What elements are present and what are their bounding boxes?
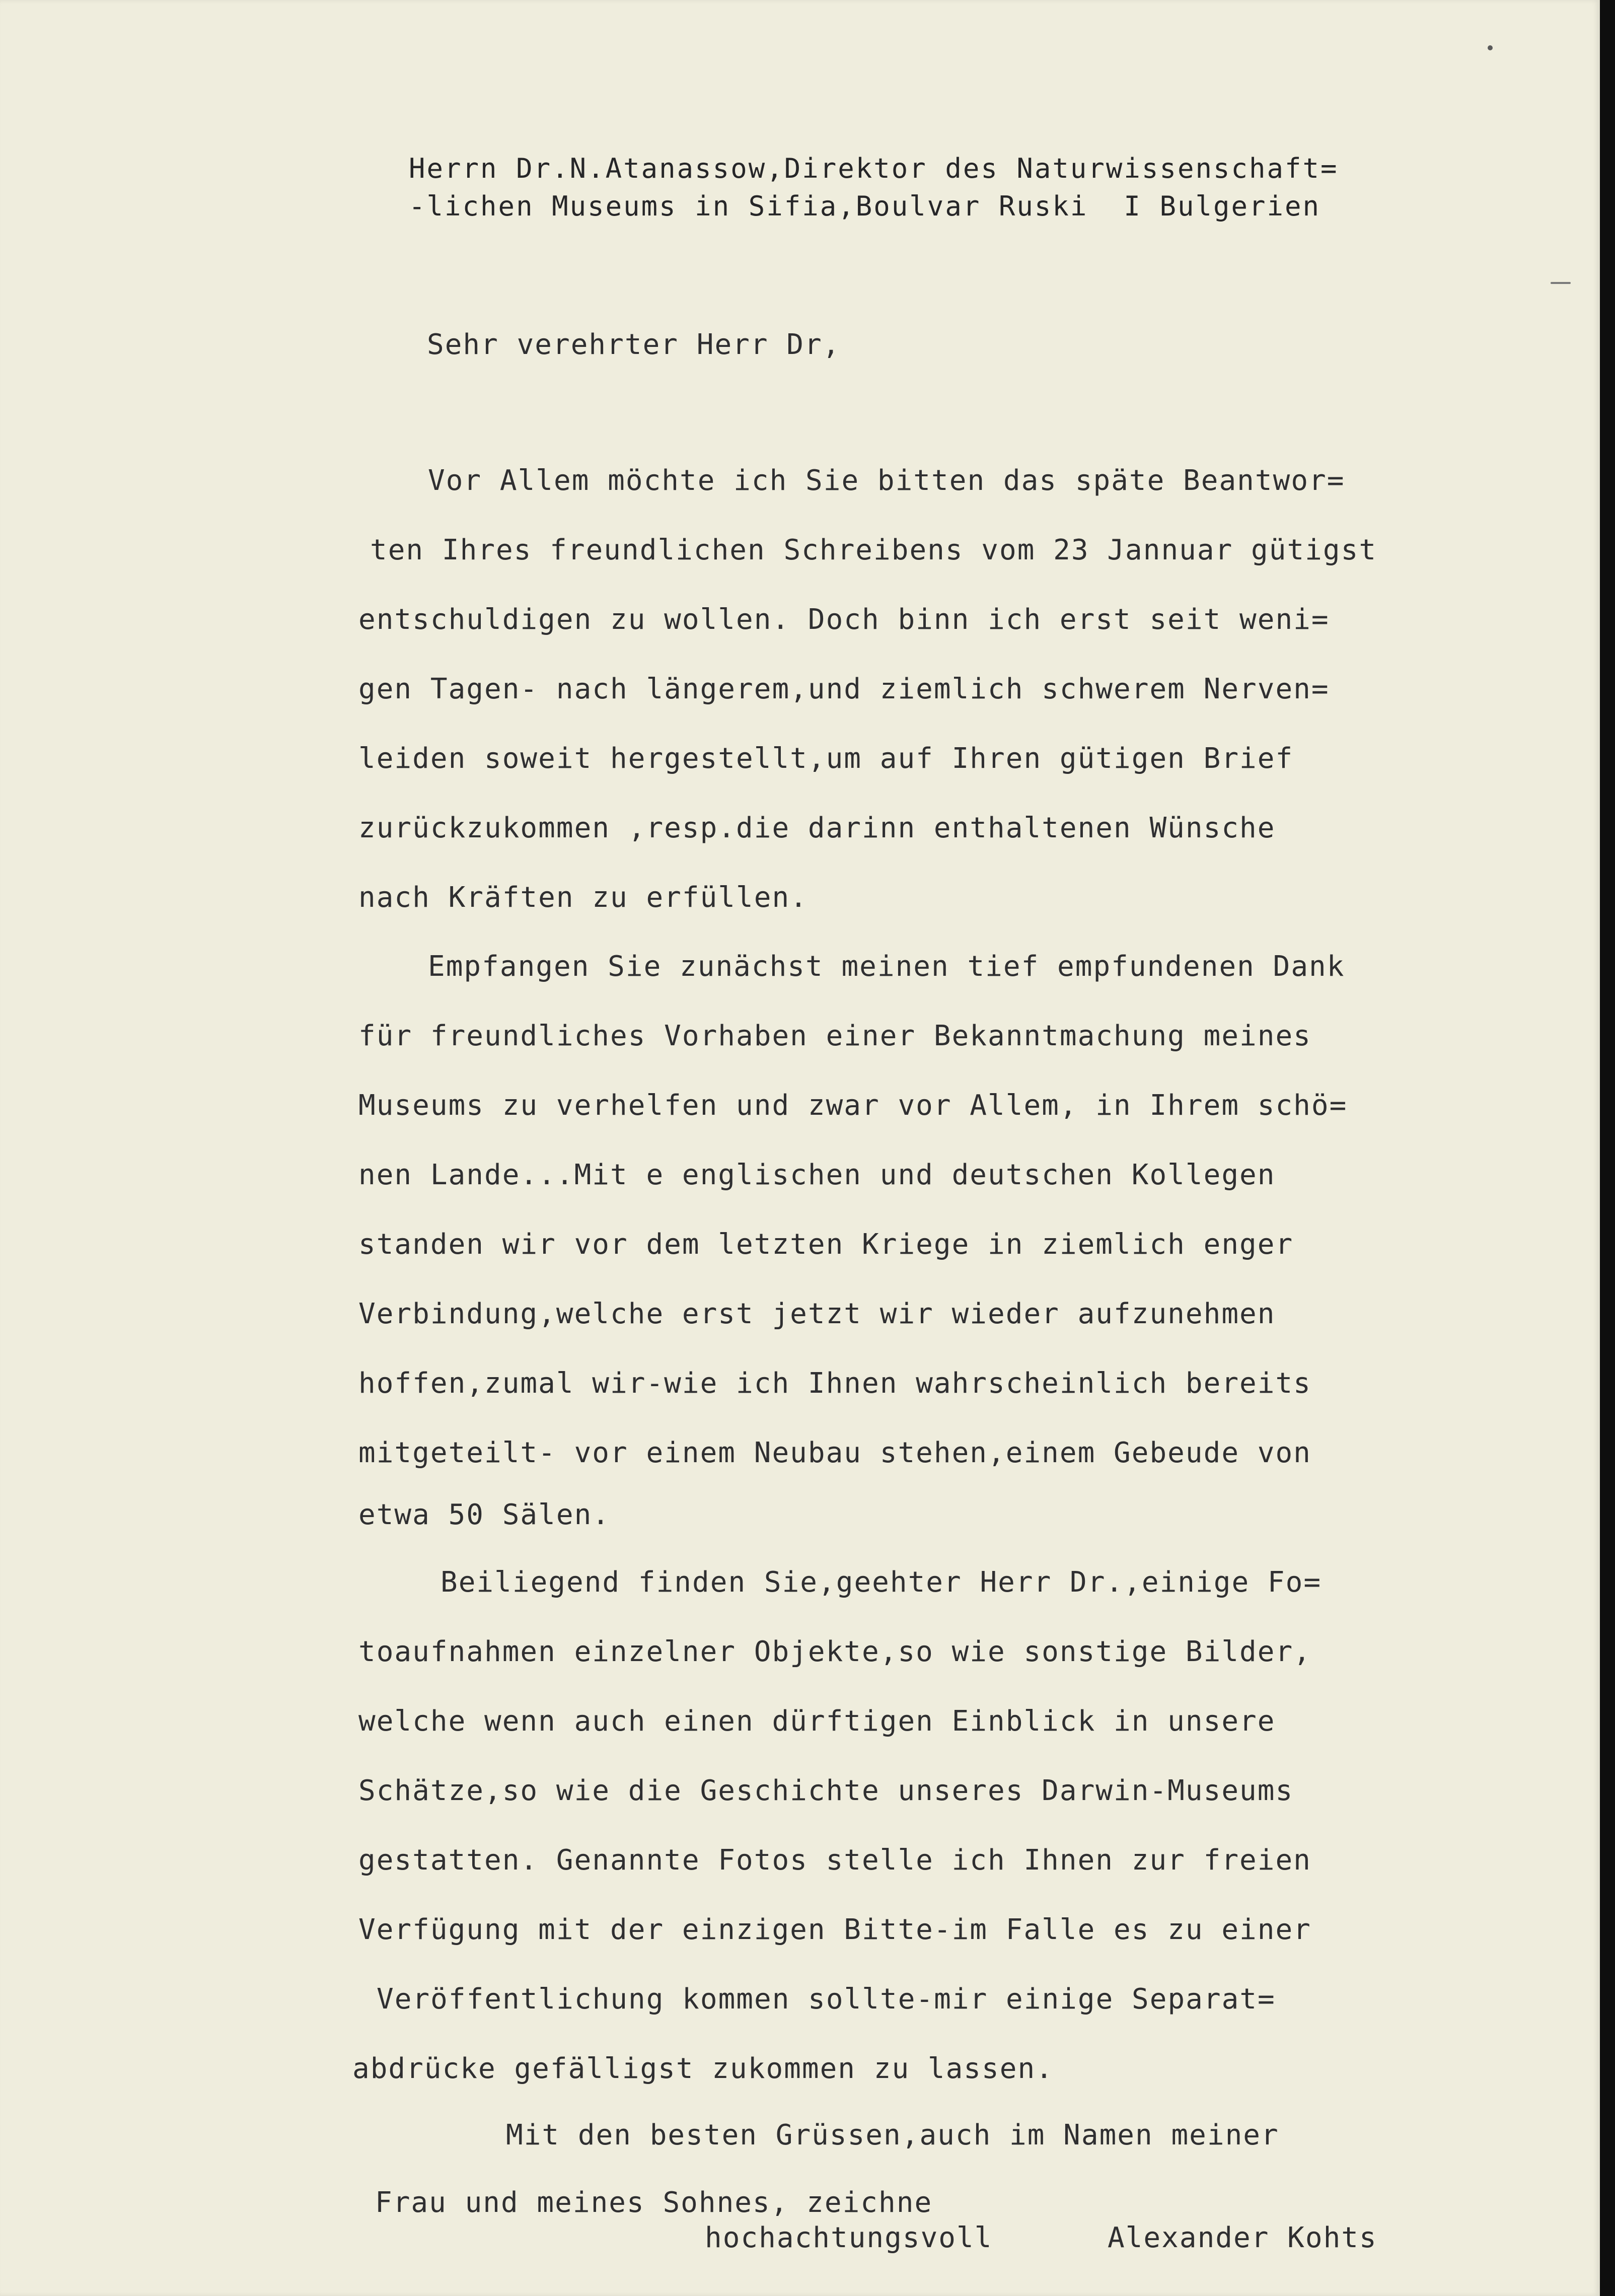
- paragraph-1-line: nach Kräften zu erfüllen.: [358, 881, 808, 914]
- salutation: Sehr verehrter Herr Dr,: [427, 328, 841, 361]
- paragraph-2-line: Museums zu verhelfen und zwar vor Allem, in Ihrem schö=: [358, 1089, 1348, 1122]
- paragraph-3-line: gestatten. Genannte Fotos stelle ich Ihnen zur freien: [358, 1844, 1311, 1877]
- paragraph-1-line: entschuldigen zu wollen. Doch binn ich erst seit weni=: [358, 603, 1330, 636]
- paragraph-3-line: Beiliegend finden Sie,geehter Herr Dr.,einige Fo=: [441, 1566, 1322, 1599]
- paper-mark: [1551, 282, 1571, 284]
- paragraph-1-line: ten Ihres freundlichen Schreibens vom 23 Jannuar gütigst: [370, 534, 1377, 566]
- paragraph-3-line: Schätze,so wie die Geschichte unseres Darwin-Museums: [358, 1774, 1294, 1807]
- paragraph-1-line: zurückzukommen ,resp.die darinn enthaltenen Wünsche: [358, 812, 1276, 844]
- address-line-1: Herrn Dr.N.Atanassow,Direktor des Naturwissenschaft=: [409, 153, 1339, 184]
- scan-edge: [1600, 0, 1615, 2296]
- paragraph-2-line: für freundliches Vorhaben einer Bekanntmachung meines: [358, 1020, 1311, 1052]
- paragraph-2-line: Verbindung,welche erst jetzt wir wieder aufzunehmen: [358, 1298, 1276, 1330]
- paragraph-3-line: Veröffentlichung kommen sollte-mir einige Separat=: [377, 1983, 1276, 2016]
- paragraph-2-line: hoffen,zumal wir-wie ich Ihnen wahrscheinlich bereits: [358, 1367, 1311, 1400]
- paragraph-1-line: Vor Allem möchte ich Sie bitten das späte Beantwor=: [428, 464, 1345, 497]
- paragraph-1-line: leiden soweit hergestellt,um auf Ihren gütigen Brief: [358, 742, 1294, 775]
- paragraph-2-line: etwa 50 Sälen.: [358, 1498, 611, 1531]
- paragraph-2-line: standen wir vor dem letzten Kriege in ziemlich enger: [358, 1228, 1294, 1261]
- paper-speck: [1488, 45, 1493, 50]
- closing-line: Mit den besten Grüssen,auch im Namen meiner: [506, 2119, 1279, 2151]
- address-line-2: -lichen Museums in Sifia,Boulvar Ruski I Bulgerien: [409, 190, 1321, 222]
- closing-line: Frau und meines Sohnes, zeichne: [375, 2186, 933, 2219]
- paragraph-3-line: welche wenn auch einen dürftigen Einblick in unsere: [358, 1705, 1276, 1738]
- signature-name: Alexander Kohts: [1108, 2221, 1377, 2254]
- paragraph-3-line: Verfügung mit der einzigen Bitte-im Falle es zu einer: [358, 1913, 1311, 1946]
- paragraph-2-line: mitgeteilt- vor einem Neubau stehen,einem Gebeude von: [358, 1437, 1311, 1469]
- paragraph-3-line: abdrücke gefälligst zukommen zu lassen.: [352, 2052, 1054, 2085]
- paragraph-2-line: nen Lande...Mit e englischen und deutschen Kollegen: [358, 1159, 1276, 1191]
- closing-phrase: hochachtungsvoll: [705, 2221, 993, 2254]
- paragraph-3-line: toaufnahmen einzelner Objekte,so wie sonstige Bilder,: [358, 1635, 1311, 1668]
- paragraph-1-line: gen Tagen- nach längerem,und ziemlich schwerem Nerven=: [358, 673, 1330, 705]
- paragraph-2-line: Empfangen Sie zunächst meinen tief empfundenen Dank: [428, 950, 1345, 983]
